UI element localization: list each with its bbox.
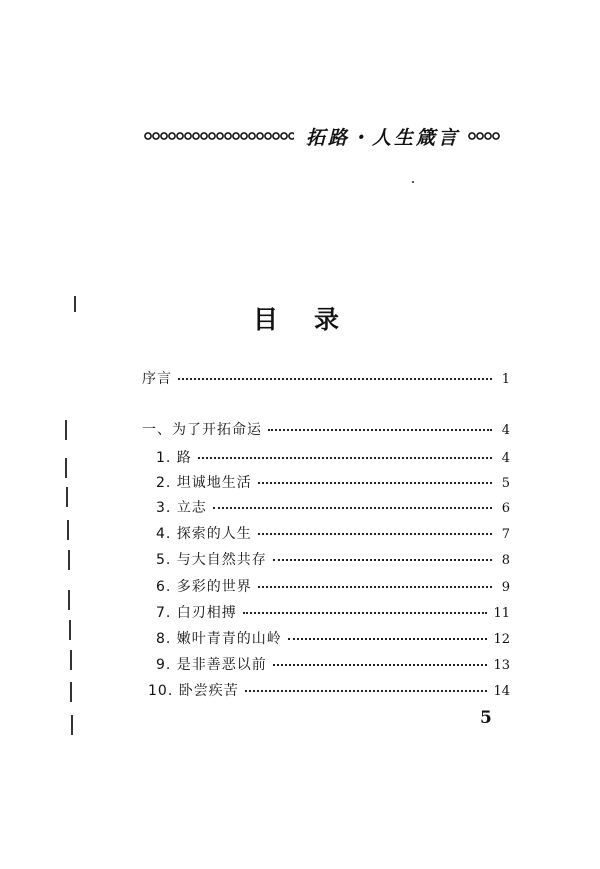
margin-mark [68,550,70,570]
toc-entry-page: 1 [501,372,510,387]
toc-entry-title: 9. 是非善恶以前 [156,657,267,673]
margin-mark [67,520,69,540]
toc-entry-section[interactable] [148,680,510,702]
toc-entry-title: 4. 探索的人生 [156,526,252,542]
toc-entry-section[interactable] [156,549,510,571]
toc-entry-page: 14 [493,684,510,699]
toc-entry-page: 4 [501,423,510,438]
toc-entry-title: 10. 卧尝疾苦 [148,683,239,699]
toc-entry-section[interactable] [156,523,510,545]
dot-leader [273,664,488,666]
dot-leader [213,507,492,509]
toc-entry-section[interactable] [156,576,510,598]
margin-mark [71,715,73,735]
margin-mark [65,458,67,478]
page-number: 5 [480,708,492,728]
toc-entry-page: 7 [501,527,510,542]
toc-entry-title: 序言 [142,371,172,387]
ornament-left-decoration [144,131,294,141]
toc-entry-section[interactable] [156,497,510,519]
dot-leader [258,533,492,535]
toc-entry-section[interactable] [156,654,510,676]
toc-entry-section[interactable] [156,602,510,624]
dot-leader [268,429,492,431]
toc-entry-page: 13 [493,658,510,673]
book-title: 拓路・人生箴言 [306,126,461,149]
toc-entry-page: 4 [501,451,510,466]
toc-entry-chapter[interactable] [142,419,510,441]
toc-entry-page: 8 [501,553,510,568]
toc-entry-title: 一、为了开拓命运 [142,422,262,438]
dot-leader [288,638,488,640]
dot-leader [273,559,492,561]
toc-entry-section[interactable] [156,628,510,650]
dot-leader [243,612,488,614]
ornament-right-decoration [468,131,500,141]
toc-entry-title: 7. 白刃相搏 [156,605,237,621]
margin-mark [68,590,70,610]
margin-mark [70,650,72,670]
toc-entry-preface[interactable] [142,368,510,390]
dot-leader [245,690,488,692]
margin-mark [65,420,67,440]
toc-entry-title: 6. 多彩的世界 [156,579,252,595]
dot-leader [258,482,492,484]
margin-mark [70,682,72,702]
print-speck [412,181,414,183]
toc-entry-page: 9 [501,580,510,595]
toc-entry-title: 8. 嫩叶青青的山岭 [156,631,282,647]
toc-entry-title: 1. 路 [156,450,192,466]
toc-entry-page: 12 [493,632,510,647]
toc-entry-section[interactable] [156,447,510,469]
toc-entry-page: 11 [493,606,510,621]
running-header [144,124,514,148]
dot-leader [258,586,492,588]
margin-mark [69,620,71,640]
toc-entry-page: 6 [501,501,510,516]
toc-entry-page: 5 [501,476,510,491]
toc-entry-title: 5. 与大自然共存 [156,552,267,568]
dot-leader [178,378,492,380]
dot-leader [198,457,492,459]
toc-entry-title: 2. 坦诚地生活 [156,475,252,491]
margin-mark [66,487,68,507]
toc-entry-title: 3. 立志 [156,500,207,516]
toc-heading: 目录 [252,305,375,334]
toc-entry-section[interactable] [156,472,510,494]
